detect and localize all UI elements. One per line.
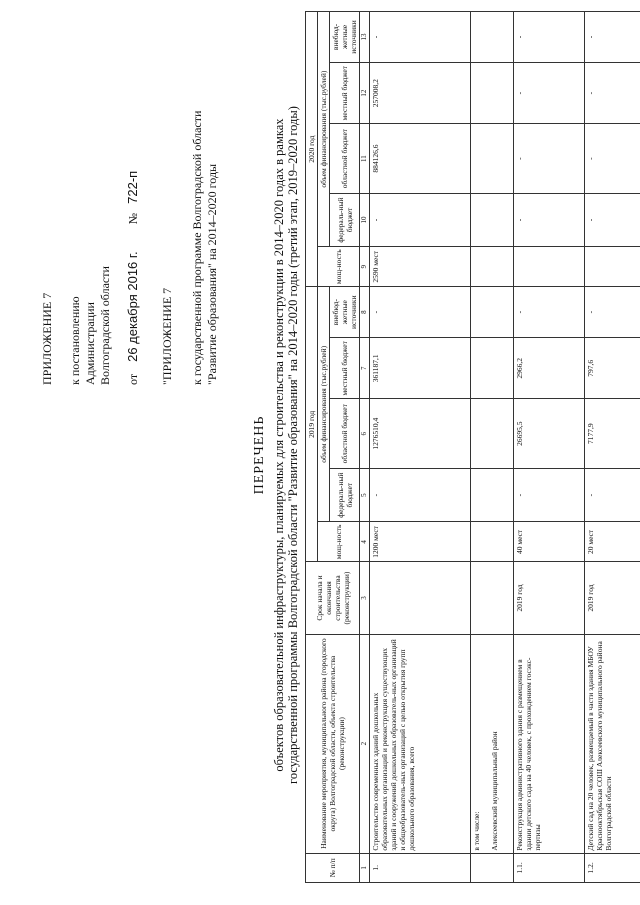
- regional-2019-header: областной бюджет: [330, 399, 360, 468]
- col-name-header: Наименование мероприятия, муниципального района (городского округа) Волгоградской области, объекта строительства (реконструкции): [306, 634, 360, 853]
- row-name: Реконструкция административного здания с размещением в здании детского сада на 40 человек, с прохождением госэкс-пертизы: [514, 634, 585, 853]
- region-line: Волгоградской области: [98, 266, 112, 385]
- col-number: 11: [360, 124, 370, 193]
- col-number: 5: [360, 468, 370, 521]
- row-federal-2020: -: [585, 193, 640, 246]
- col-number: 8: [360, 287, 370, 338]
- col-number: 6: [360, 399, 370, 468]
- resolution-date: 26 декабря 2016 г.: [125, 251, 140, 362]
- number-prefix: №: [126, 212, 140, 225]
- extra-2019-header: внебюд-жетные источники: [330, 287, 360, 338]
- row-capacity-2020: 2590 мест: [370, 247, 471, 287]
- resolution-number: 722-п: [125, 170, 140, 204]
- federal-2019-header: федераль-ный бюджет: [330, 468, 360, 521]
- row-name: Детский сад на 20 человек, размещаемый в части здания МБОУ Краснооктябрьская СОШ Алексеевского муниципального района Волгоградской области: [585, 634, 640, 853]
- resolution-line: к постановлению: [68, 296, 82, 385]
- row-regional-2019: 26695,5: [514, 399, 585, 468]
- table-row: [471, 12, 514, 883]
- appendix-quoted: "ПРИЛОЖЕНИЕ 7: [160, 287, 174, 385]
- extra-2020-header: внебюд-жетные источники: [330, 12, 360, 63]
- financing-2020-header: объем финансирования (тыс.рублей): [318, 12, 330, 247]
- row-regional-2019: 7177,9: [585, 399, 640, 468]
- col-number: 13: [360, 12, 370, 63]
- col-number: 10: [360, 193, 370, 246]
- date-prefix: от: [126, 373, 140, 385]
- col-number: 7: [360, 338, 370, 399]
- row-capacity-2020: [514, 247, 585, 287]
- row-name: в том числе: Алексеевский муниципальный район: [471, 634, 514, 853]
- row-local-2020: -: [514, 62, 585, 123]
- table-row: [370, 12, 471, 883]
- capacity-2019-header: мощ-ность: [318, 522, 360, 562]
- row-local-2019: 361187,1: [370, 338, 471, 399]
- row-num: 1.2.: [585, 853, 640, 882]
- row-extra-2019: [471, 287, 514, 338]
- row-extra-2020: [471, 12, 514, 63]
- col-number: 9: [360, 247, 370, 287]
- row-num: [471, 853, 514, 882]
- row-local-2020: [471, 62, 514, 123]
- subtitle-line-2: государственной программы Волгоградской области "Развитие образования" на 2014–2020 годы (третий этап, 2019–2020 годы): [286, 106, 300, 784]
- program-line-2: "Развитие образования" на 2014–2020 годы: [205, 163, 219, 385]
- table-row: [514, 12, 585, 883]
- local-2019-header: местный бюджет: [330, 338, 360, 399]
- column-numbers-row: [360, 12, 370, 883]
- row-local-2019: [471, 338, 514, 399]
- row-extra-2020: -: [585, 12, 640, 63]
- row-period: [370, 562, 471, 634]
- appendix-label: ПРИЛОЖЕНИЕ 7: [40, 292, 54, 385]
- header-row-1: [306, 12, 318, 883]
- administration-line: Администрации: [83, 302, 97, 385]
- document-subtitle: [272, 25, 300, 865]
- row-capacity-2019: 1200 мест: [370, 522, 471, 562]
- row-regional-2019: [471, 399, 514, 468]
- row-name: Строительство современных зданий дошкольных образовательных организаций и реконструкция существующих зданий и сооружений дошкольных образователь-ных организаций и общеобразователь-ных организаций с целью открытия групп дошкольного образования, всего: [370, 634, 471, 853]
- row-capacity-2019: [471, 522, 514, 562]
- row-num: 1.: [370, 853, 471, 882]
- col-number: 12: [360, 62, 370, 123]
- row-extra-2019: -: [370, 287, 471, 338]
- row-period: 2019 год: [585, 562, 640, 634]
- col-number: 1: [360, 853, 370, 882]
- federal-2020-header: федераль-ный бюджет: [330, 193, 360, 246]
- row-federal-2019: -: [585, 468, 640, 521]
- row-federal-2020: -: [370, 193, 471, 246]
- row-extra-2019: -: [585, 287, 640, 338]
- row-federal-2020: [471, 193, 514, 246]
- year-2020-header: 2020 год: [306, 12, 318, 287]
- row-local-2020: -: [585, 62, 640, 123]
- row-regional-2020: -: [514, 124, 585, 193]
- document-title: ПЕРЕЧЕНЬ: [252, 415, 267, 495]
- row-period: 2019 год: [514, 562, 585, 634]
- row-federal-2019: [471, 468, 514, 521]
- table-row: [585, 12, 640, 883]
- row-capacity-2020: [585, 247, 640, 287]
- date-number-line: [125, 171, 141, 385]
- row-extra-2019: -: [514, 287, 585, 338]
- row-extra-2020: -: [370, 12, 471, 63]
- objects-table: [305, 11, 640, 883]
- row-capacity-2019: 20 мест: [585, 522, 640, 562]
- row-regional-2020: [471, 124, 514, 193]
- capacity-2020-header: мощ-ность: [318, 247, 360, 287]
- col-number: 3: [360, 562, 370, 634]
- col-period-header: Срок начала и окончания строительства (реконструкции): [306, 562, 360, 634]
- year-2019-header: 2019 год: [306, 287, 318, 562]
- row-regional-2020: 884126,6: [370, 124, 471, 193]
- row-local-2020: 257008,2: [370, 62, 471, 123]
- row-local-2019: 797,6: [585, 338, 640, 399]
- col-number: 4: [360, 522, 370, 562]
- regional-2020-header: областной бюджет: [330, 124, 360, 193]
- row-federal-2020: -: [514, 193, 585, 246]
- row-capacity-2019: 40 мест: [514, 522, 585, 562]
- row-federal-2019: -: [514, 468, 585, 521]
- row-num: 1.1.: [514, 853, 585, 882]
- subtitle-line-1: объектов образовательной инфраструктуры, планируемых для строительства и реконструкции в 2014–2020 годах в рамках: [272, 118, 286, 772]
- local-2020-header: местный бюджет: [330, 62, 360, 123]
- row-regional-2019: 1276510,4: [370, 399, 471, 468]
- financing-2019-header: объем финансирования (тыс.рублей): [318, 287, 330, 522]
- row-federal-2019: -: [370, 468, 471, 521]
- row-capacity-2020: [471, 247, 514, 287]
- row-period: [471, 562, 514, 634]
- row-regional-2020: -: [585, 124, 640, 193]
- col-num-header: № п/п: [306, 853, 360, 882]
- program-line-1: к государственной программе Волгоградской области: [190, 110, 204, 385]
- row-local-2019: 2966,2: [514, 338, 585, 399]
- row-extra-2020: -: [514, 12, 585, 63]
- col-number: 2: [360, 634, 370, 853]
